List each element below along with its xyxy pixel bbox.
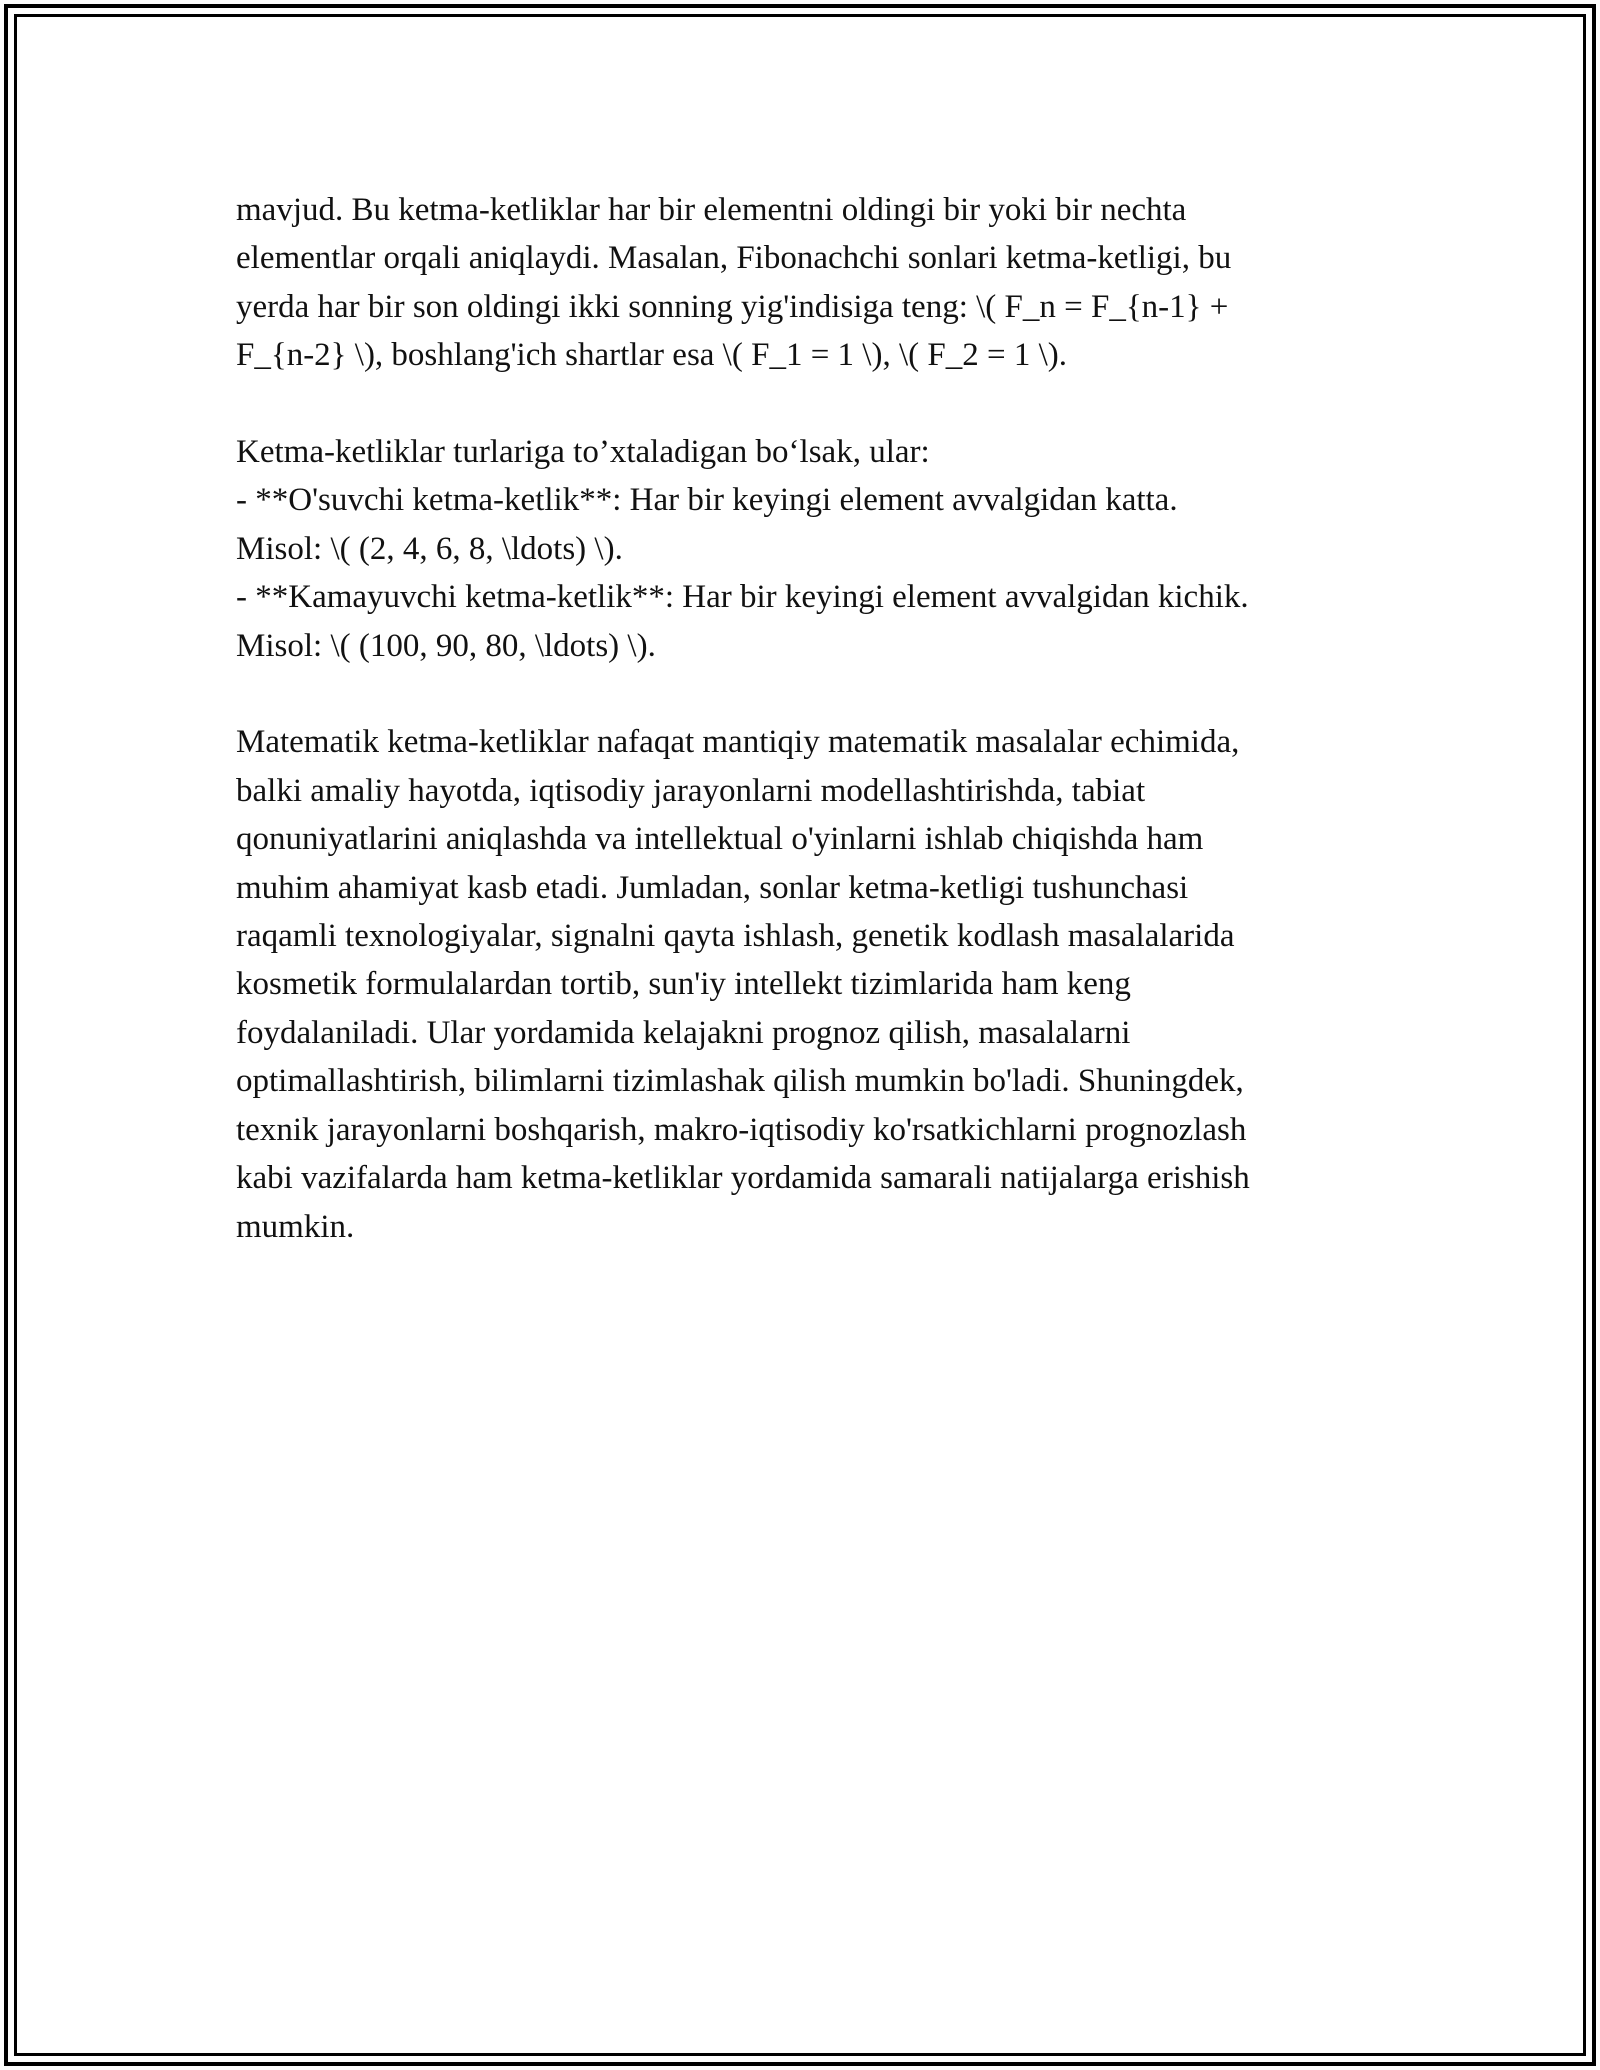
text-line: Misol: \( (2, 4, 6, 8, \ldots) \). — [236, 530, 623, 567]
text-line: kabi vazifalarda ham ketma-ketliklar yordamida samarali natijalarga erishish — [236, 1160, 1250, 1197]
text-line: mavjud. Bu ketma-ketliklar har bir elementni oldingi bir yoki bir nechta — [236, 192, 1187, 228]
text-line: yerda har bir son oldingi ikki sonning yig'indisiga teng: \( F_n = F_{n-1} + — [236, 288, 1229, 325]
text-line: balki amaliy hayotda, iqtisodiy jarayonlarni modellashtirishda, tabiat — [236, 772, 1146, 809]
text-line: optimallashtirish, bilimlarni tizimlashak qilish mumkin bo'ladi. Shuningdek, — [236, 1063, 1244, 1100]
text-line: foydalaniladi. Ular yordamida kelajakni prognoz qilish, masalalarni — [236, 1014, 1131, 1051]
text-line: elementlar orqali aniqlaydi. Masalan, Fibonachchi sonlari ketma-ketligi, bu — [236, 240, 1232, 277]
list-item-decreasing: - **Kamayuvchi ketma-ketlik**: Har bir keyingi element avvalgidan kichik. — [236, 579, 1249, 616]
document-body — [236, 186, 1376, 1251]
text-line: kosmetik formulalardan tortib, sun'iy intellekt tizimlarida ham keng — [236, 966, 1131, 1003]
paragraph-spacer — [236, 380, 1376, 428]
paragraph-spacer — [236, 670, 1376, 718]
text-line: Ketma-ketliklar turlariga to’xtaladigan bo‘lsak, ular: — [236, 434, 930, 471]
paragraph-intro — [236, 186, 1376, 380]
text-line: raqamli texnologiyalar, signalni qayta ishlash, genetik kodlash masalalarida — [236, 918, 1235, 955]
text-line: muhim ahamiyat kasb etadi. Jumladan, sonlar ketma-ketligi tushunchasi — [236, 869, 1189, 906]
paragraph-types — [236, 428, 1376, 670]
text-line: F_{n-2} \), boshlang'ich shartlar esa \( F_1 = 1 \), \( F_2 = 1 \). — [236, 337, 1067, 374]
text-line: mumkin. — [236, 1208, 355, 1245]
text-line: Matematik ketma-ketliklar nafaqat mantiqiy matematik masalalar echimida, — [236, 724, 1240, 761]
text-line: qonuniyatlarini aniqlashda va intellektual o'yinlarni ishlab chiqishda ham — [236, 821, 1204, 858]
list-item-increasing: - **O'suvchi ketma-ketlik**: Har bir keyingi element avvalgidan katta. — [236, 482, 1178, 519]
text-line: Misol: \( (100, 90, 80, \ldots) \). — [236, 627, 656, 664]
paragraph-applications — [236, 718, 1376, 1250]
text-line: texnik jarayonlarni boshqarish, makro-iqtisodiy ko'rsatkichlarni prognozlash — [236, 1111, 1247, 1148]
